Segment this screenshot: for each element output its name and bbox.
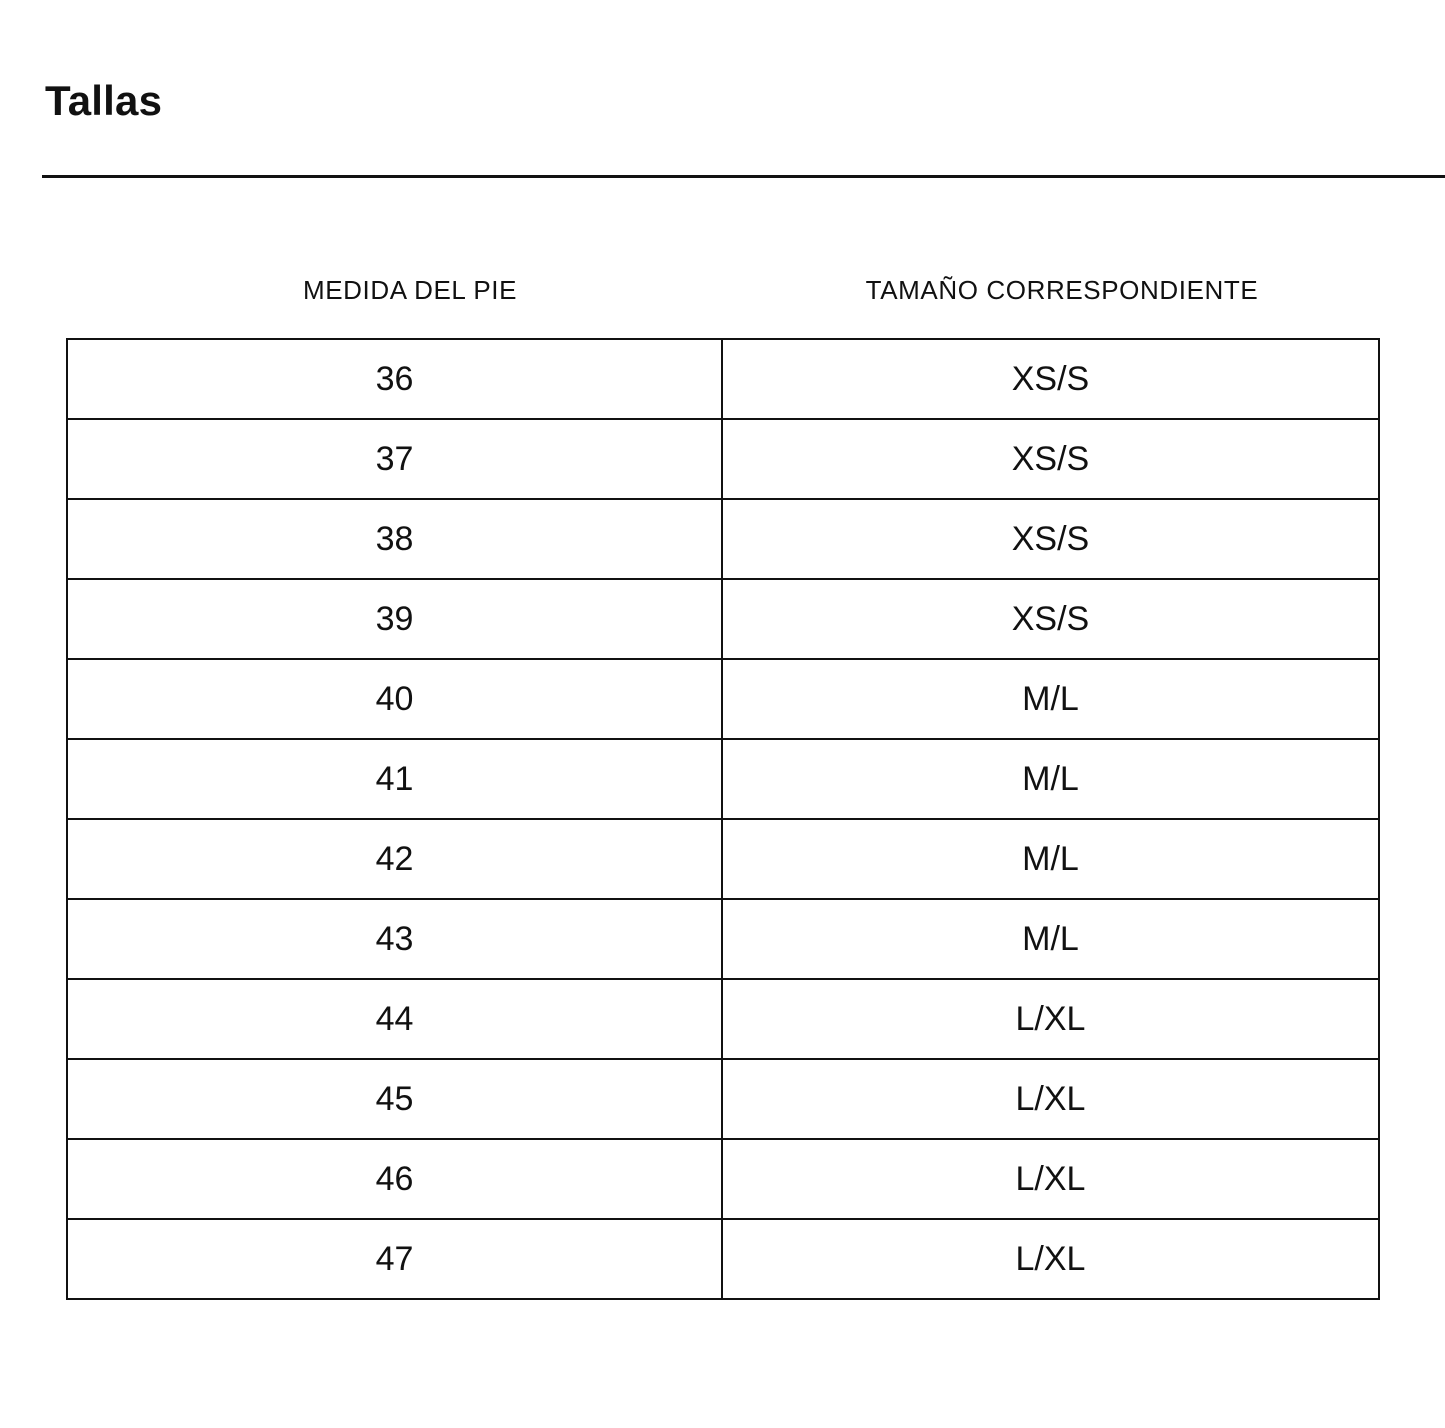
table-row <box>67 659 1379 739</box>
table-row <box>67 819 1379 899</box>
foot-size-cell: 47 <box>67 1219 722 1299</box>
foot-size-cell: 39 <box>67 579 722 659</box>
foot-size-cell: 45 <box>67 1059 722 1139</box>
table-row <box>67 499 1379 579</box>
column-header-foot-size: MEDIDA DEL PIE <box>302 275 518 305</box>
table-row <box>67 1059 1379 1139</box>
size-table <box>66 338 1380 1300</box>
garment-size-cell: M/L <box>722 899 1379 979</box>
foot-size-cell: 38 <box>67 499 722 579</box>
foot-size-cell: 43 <box>67 899 722 979</box>
table-row <box>67 579 1379 659</box>
garment-size-cell: L/XL <box>722 1139 1379 1219</box>
garment-size-cell: M/L <box>722 819 1379 899</box>
table-row <box>67 339 1379 419</box>
foot-size-cell: 40 <box>67 659 722 739</box>
garment-size-cell: L/XL <box>722 979 1379 1059</box>
page-title: Tallas <box>45 77 163 124</box>
garment-size-cell: XS/S <box>722 339 1379 419</box>
foot-size-cell: 44 <box>67 979 722 1059</box>
title-divider <box>42 175 1445 178</box>
foot-size-cell: 36 <box>67 339 722 419</box>
table-row <box>67 899 1379 979</box>
table-row <box>67 739 1379 819</box>
table-row <box>67 1139 1379 1219</box>
garment-size-cell: M/L <box>722 739 1379 819</box>
foot-size-cell: 46 <box>67 1139 722 1219</box>
column-header-corresponding-size: TAMAÑO CORRESPONDIENTE <box>865 275 1259 305</box>
foot-size-cell: 42 <box>67 819 722 899</box>
table-row <box>67 979 1379 1059</box>
table-row <box>67 1219 1379 1299</box>
garment-size-cell: L/XL <box>722 1059 1379 1139</box>
garment-size-cell: XS/S <box>722 499 1379 579</box>
garment-size-cell: M/L <box>722 659 1379 739</box>
foot-size-cell: 37 <box>67 419 722 499</box>
garment-size-cell: L/XL <box>722 1219 1379 1299</box>
foot-size-cell: 41 <box>67 739 722 819</box>
table-row <box>67 419 1379 499</box>
garment-size-cell: XS/S <box>722 579 1379 659</box>
garment-size-cell: XS/S <box>722 419 1379 499</box>
